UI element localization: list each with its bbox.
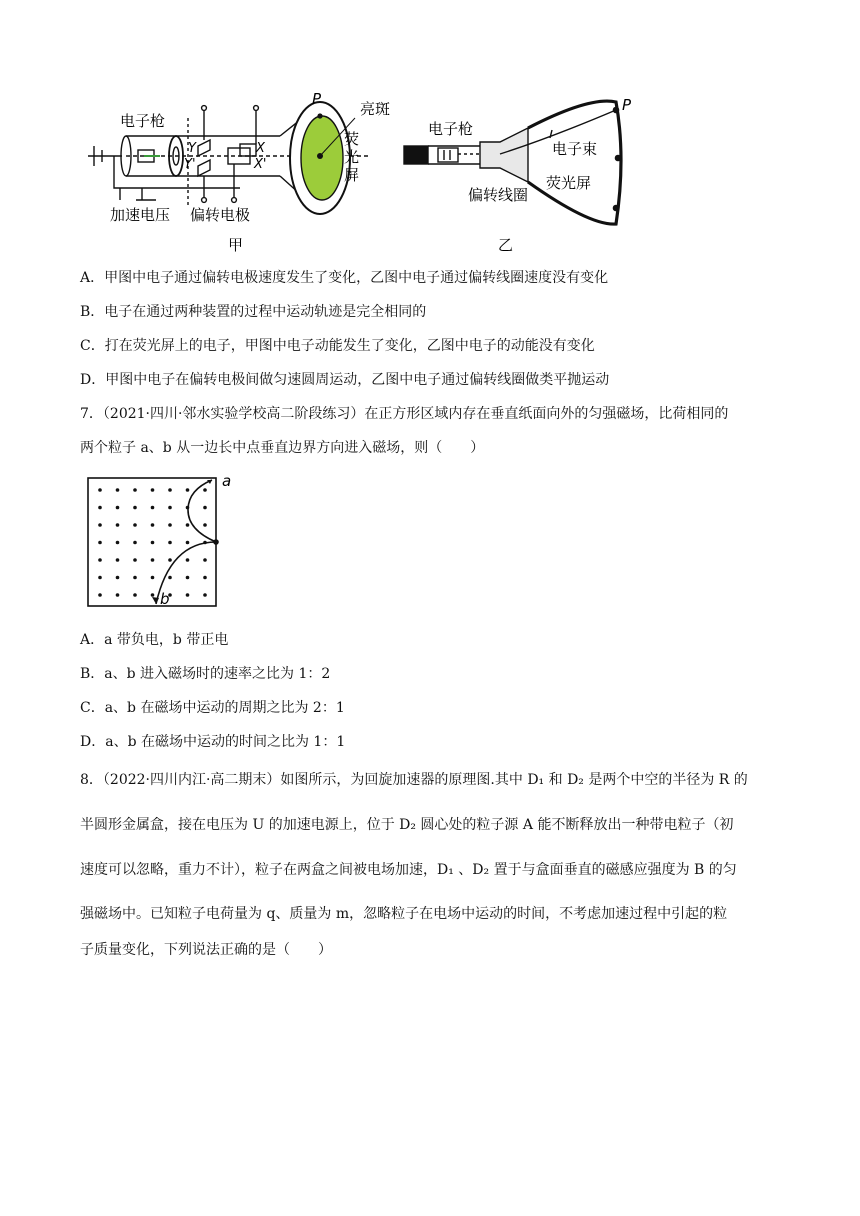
field-dot: [133, 541, 137, 545]
label-gun-yi: 电子枪: [428, 120, 474, 138]
field-dot: [151, 488, 155, 492]
q7-option-a: A．a 带负电，b 带正电: [80, 632, 229, 648]
q7-option-c: C．a、b 在磁场中运动的周期之比为 2：1: [80, 700, 345, 716]
q6-option-d: D．甲图中电子在偏转电极间做匀速圆周运动，乙图中电子通过偏转线圈做类平抛运动: [80, 372, 610, 388]
caption-jia: 甲: [228, 236, 244, 254]
field-dot: [151, 506, 155, 510]
figure-jia: [80, 88, 400, 258]
field-dot: [186, 488, 190, 492]
field-dot: [98, 576, 102, 580]
field-dot: [116, 506, 120, 510]
field-dot: [98, 541, 102, 545]
field-dot: [186, 523, 190, 527]
q8-line-3: 速度可以忽略，重力不计），粒子在两盒之间被电场加速，D₁ 、D₂ 置于与盒面垂直的磁感应强度为 B 的匀: [80, 862, 737, 878]
caption-yi: 乙: [498, 236, 514, 254]
label-a: a: [222, 472, 232, 490]
label-screen-3: 屏: [344, 166, 360, 184]
label-x2: X': [254, 157, 267, 172]
field-dot: [186, 576, 190, 580]
label-deflect: 偏转电极: [190, 206, 251, 224]
q7-stem-line1: 7．（2021·四川·邻水实验学校高二阶段练习）在正方形区域内存在垂直纸面向外的匀强磁场，比荷相同的: [80, 406, 729, 422]
q8-line-2: 半圆形金属盒，接在电压为 U 的加速电源上，位于 D₂ 圆心处的粒子源 A 能不断释放出一种带电粒子（初: [80, 817, 734, 833]
field-dot: [98, 488, 102, 492]
q8-line-5: 子质量变化，下列说法正确的是（ ）: [80, 942, 332, 958]
field-dot: [203, 488, 207, 492]
label-p: P: [312, 90, 322, 108]
label-screen-2: 光: [344, 148, 360, 166]
field-dot: [203, 593, 207, 597]
field-dot: [151, 593, 155, 597]
field-dot: [98, 506, 102, 510]
field-dot: [186, 593, 190, 597]
field-dot: [186, 541, 190, 545]
field-dot: [203, 558, 207, 562]
label-y: Y: [188, 141, 196, 156]
field-dot: [133, 576, 137, 580]
field-dot: [203, 576, 207, 580]
field-dot: [133, 558, 137, 562]
field-dot: [116, 593, 120, 597]
field-dot: [133, 506, 137, 510]
q8-line-1: 8．（2022·四川内江·高二期末）如图所示，为回旋加速器的原理图.其中 D₁ 和 D₂ 是两个中空的半径为 R 的: [80, 772, 748, 788]
label-beam: 电子束: [552, 140, 598, 158]
field-dot: [116, 576, 120, 580]
field-dot: [116, 558, 120, 562]
field-dot: [116, 488, 120, 492]
field-dot: [151, 576, 155, 580]
field-dot: [168, 576, 172, 580]
field-dot: [133, 593, 137, 597]
q7-option-b: B．a、b 进入磁场时的速率之比为 1：2: [80, 666, 331, 682]
field-dot: [168, 558, 172, 562]
field-dot: [151, 541, 155, 545]
field-dot: [168, 541, 172, 545]
q6-option-b: B．电子在通过两种装置的过程中运动轨迹是完全相同的: [80, 304, 427, 320]
field-dot: [203, 523, 207, 527]
field-dot: [151, 558, 155, 562]
label-screen-1: 荧: [344, 130, 360, 148]
label-x: X: [256, 141, 265, 156]
field-dot: [203, 506, 207, 510]
field-dot: [98, 593, 102, 597]
label-spot: 亮斑: [360, 100, 391, 118]
field-dot: [116, 523, 120, 527]
q7-option-d: D．a、b 在磁场中运动的时间之比为 1：1: [80, 734, 346, 750]
field-dot: [98, 523, 102, 527]
field-dot: [116, 541, 120, 545]
figure-q7-magnetic-field: [86, 470, 246, 610]
label-screen-yi: 荧光屏: [546, 174, 592, 192]
field-dot: [98, 558, 102, 562]
field-dot: [133, 523, 137, 527]
label-b: b: [160, 590, 170, 608]
figure-yi: [400, 88, 660, 258]
field-dot: [151, 523, 155, 527]
field-dot: [168, 523, 172, 527]
label-accel: 加速电压: [110, 206, 171, 224]
label-p-yi: P: [622, 96, 632, 114]
q6-option-a: A．甲图中电子通过偏转电极速度发生了变化，乙图中电子通过偏转线圈速度没有变化: [80, 270, 609, 286]
field-dot: [168, 506, 172, 510]
q7-stem-line2: 两个粒子 a、b 从一边长中点垂直边界方向进入磁场，则（ ）: [80, 440, 485, 456]
field-dot: [186, 558, 190, 562]
field-dot: [168, 488, 172, 492]
label-coil: 偏转线圈: [468, 186, 529, 204]
label-y2: Y': [184, 157, 196, 172]
field-dot: [133, 488, 137, 492]
label-gun: 电子枪: [120, 112, 166, 130]
q8-line-4: 强磁场中。已知粒子电荷量为 q、质量为 m，忽略粒子在电场中运动的时间，不考虑加速过程中引起的粒: [80, 906, 728, 922]
q6-option-c: C．打在荧光屏上的电子，甲图中电子动能发生了变化，乙图中电子的动能没有变化: [80, 338, 595, 354]
